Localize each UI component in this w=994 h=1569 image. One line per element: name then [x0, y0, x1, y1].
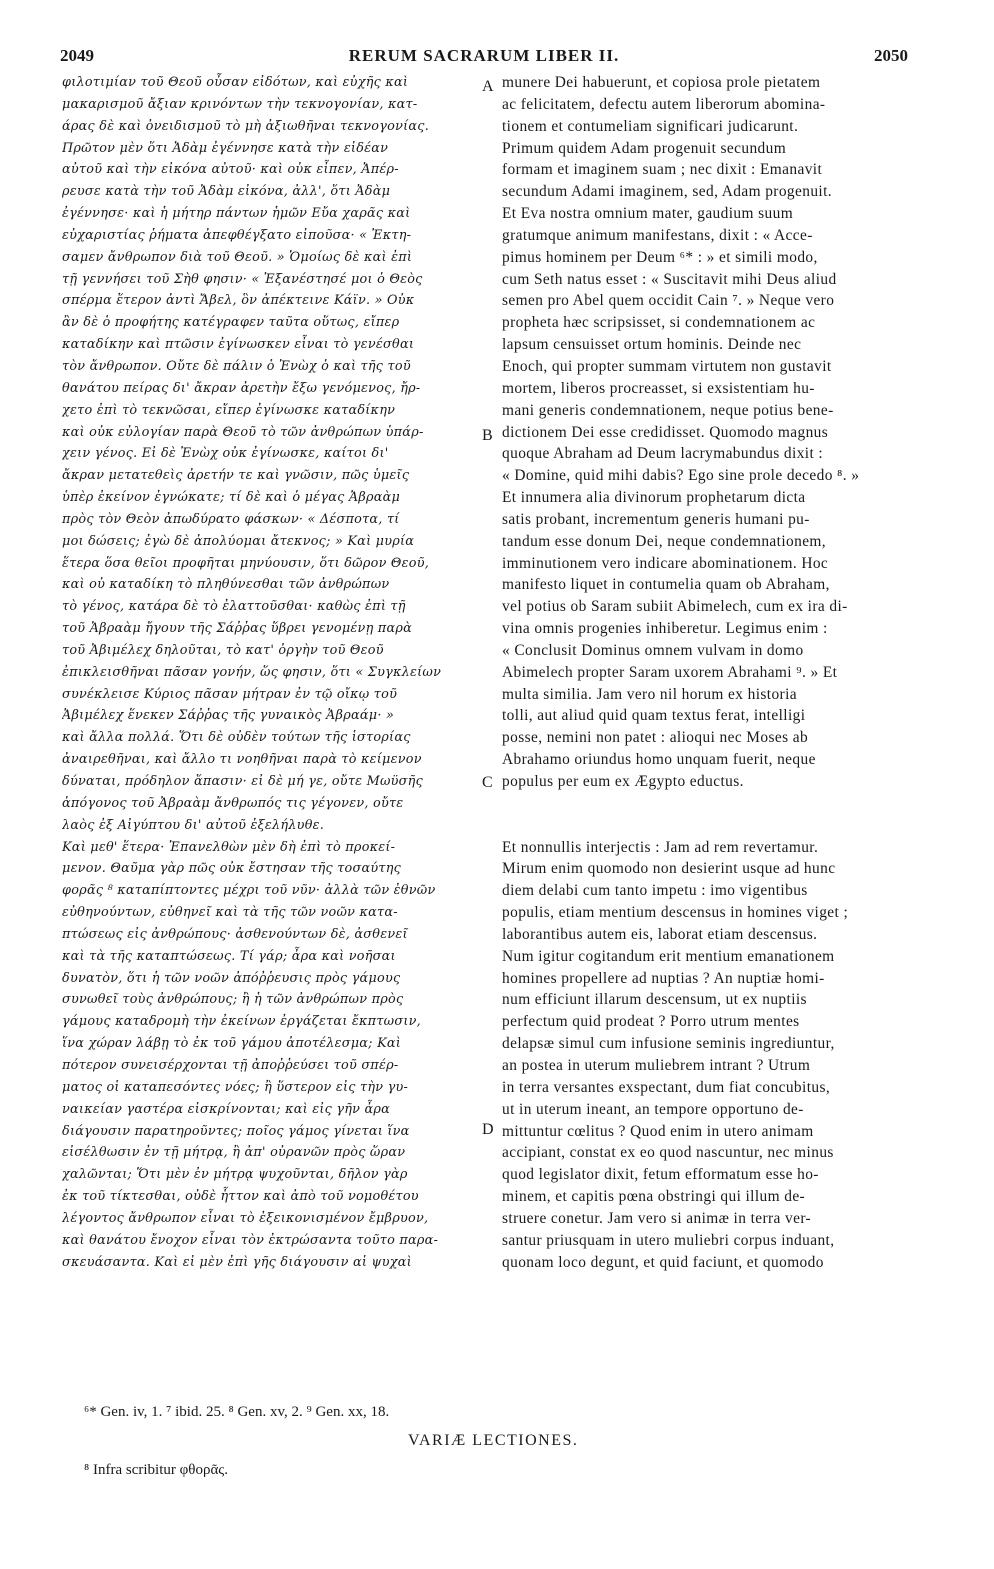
latin-text-line: populus per eum ex Ægypto eductus. [502, 773, 744, 790]
latin-text-line: quoque Abraham ad Deum lacrymabundus dixit : [502, 445, 824, 463]
latin-text-line: posse, nemini non patet : alioqui nec Moses ab [502, 729, 809, 747]
greek-text-line: καταδίκην καὶ πτῶσιν ἐγίνωσκεν εἶναι τὸ γενέσθαι [62, 337, 415, 353]
greek-text-line: ἀπόγονος τοῦ Ἀβραὰμ ἄνθρωπός τις γέγονεν, οὔτε [62, 795, 404, 811]
latin-text-line: populis, etiam mentium descensus in homines viget ; [502, 904, 849, 922]
greek-text-line: φορᾶς ⁸ καταπίπτοντες μέχρι τοῦ νῦν· ἀλλὰ τῶν ἐθνῶν [62, 883, 436, 899]
greek-text-line: εἰσέλθωσιν ἐν τῇ μήτρᾳ, ἢ ἀπ' οὐρανῶν πρὸς ὥραν [62, 1145, 406, 1161]
variae-lectiones-title: VARIÆ LECTIONES. [408, 1432, 579, 1449]
greek-text-line: χαλῶνται; Ὅτι μὲν ἐν μήτρᾳ ψυχοῦνται, δῆλον γὰρ [62, 1167, 408, 1183]
greek-text-line: μακαρισμοῦ ἄξιαν κρινόντων τὴν τεκνογονίαν, κατ- [62, 96, 418, 112]
greek-text-line: τὸ γένος, κατάρα δὲ τὸ ἐλαττοῦσθαι· καθὼς ἐπὶ τῇ [62, 599, 406, 615]
latin-text-line: tandum esse donum Dei, neque condemnationem, [502, 532, 827, 550]
greek-text-line: ἐγέννησε· καὶ ἡ μήτηρ πάντων ἡμῶν Εὔα χαρᾶς καὶ [62, 206, 411, 222]
latin-text-line [502, 793, 908, 815]
greek-text-line: ἐπικλεισθῆναι πᾶσαν γονήν, ὥς φησιν, ὅτι « Συγκλείων [62, 664, 442, 680]
greek-text-line: μενον. Θαῦμα γὰρ πῶς οὐκ ἔστησαν τῆς τοσαύτης [62, 861, 402, 877]
latin-text-line: propheta hæc scripsisset, si condemnationem ac [502, 314, 816, 332]
greek-text-line: ματος οἱ καταπεσόντες νόες; ἢ ὕστερον εἰς τὴν γυ- [62, 1079, 409, 1095]
latin-text-line: Enoch, qui propter summam virtutem non gustavit [502, 357, 832, 375]
latin-text-line: munere Dei habuerunt, et copiosa prole pietatem [502, 74, 821, 91]
greek-text-line: τῇ γεννήσει τοῦ Σὴθ φησιν· « Ἐξανέστησέ μοι ὁ Θεὸς [62, 271, 423, 287]
latin-text-line: multa similia. Jam vero nil horum ex historia [502, 685, 797, 703]
margin-marker-d: D [482, 1121, 494, 1138]
greek-text-line: καὶ θανάτου ἔνοχον εἶναι τὸν ἐκτρώσαντα τοῦτο παρα- [62, 1232, 439, 1248]
left-page-number: 2049 [60, 46, 94, 65]
greek-text-line: ἄκραν μετατεθεὶς ἀρετήν τε καὶ γνῶσιν, πῶς ὑμεῖς [62, 468, 410, 484]
footnote-references: ⁶* Gen. iv, 1. ⁷ ibid. 25. ⁸ Gen. xv, 2. ⁹ Gen. xx, 18. [84, 1404, 390, 1420]
latin-text-line: semen pro Abel quem occidit Cain ⁷. » Neque vero [502, 292, 835, 310]
greek-text-line: σπέρμα ἕτερον ἀντὶ Ἄβελ, ὃν ἀπέκτεινε Κάϊν. » Οὐκ [62, 293, 415, 309]
greek-text-line: ὑπὲρ ἐκείνον ἐγνώκατε; τί δὲ καὶ ὁ μέγας Ἀβραὰμ [62, 490, 401, 506]
greek-text-line: καὶ ἄλλα πολλά. Ὅτι δὲ οὐδὲν τούτων τῆς ἱστορίας [62, 730, 411, 746]
latin-text-line: formam et imaginem suam ; nec dixit : Emanavit [502, 161, 823, 179]
latin-text-line: an postea in uterum muliebrem intrant ? Utrum [502, 1056, 811, 1074]
greek-text-line: ἕτερα ὅσα θεῖοι προφῆται μηνύουσιν, ὅτι δῶρον Θεοῦ, [62, 555, 430, 571]
latin-text-line: tionem et contumeliam significari judicarunt. [502, 117, 799, 135]
greek-text-line: λαὸς ἐξ Αἰγύπτου δι' αὐτοῦ ἐξελήλυθε. [62, 817, 325, 833]
latin-text-line: mittuntur cœlitus ? Quod enim in utero animam [502, 1122, 814, 1140]
greek-text-line: μοι δώσεις; ἐγὼ δὲ ἀπολύομαι ἄτεκνος; » Καὶ μυρία [62, 533, 415, 549]
greek-text-line: εὐθηνούντων, εὐθηνεῖ καὶ τὰ τῆς τῶν νοῶν κατα- [62, 905, 398, 921]
greek-text-line: αὐτοῦ καὶ τὴν εἰκόνα αὐτοῦ· καὶ οὐκ εἶπεν, Ἀπέρ- [62, 162, 399, 178]
latin-text-line: Et nonnullis interjectis : Jam ad rem revertamur. [502, 838, 819, 856]
greek-text-line: τὸν ἄνθρωπον. Οὔτε δὲ πάλιν ὁ Ἐνὼχ ὁ καὶ τῆς τοῦ [62, 358, 411, 374]
greek-text-line: πότερον συνεισέρχονται τῇ ἀποῤῥεύσει τοῦ σπέρ- [62, 1057, 399, 1073]
latin-text-line: vel potius ob Saram subiit Abimelech, cum ex ira di- [502, 598, 848, 616]
latin-text-line: santur priusquam in utero muliebri corpus induant, [502, 1231, 835, 1249]
latin-text-line: delapsæ simul cum infusione seminis ingrediuntur, [502, 1035, 835, 1053]
latin-text-line: perfectum quid prodeat ? Porro utrum mentes [502, 1013, 800, 1031]
latin-text-line: manifesto liquet in contumelia quam ob Abraham, [502, 576, 830, 594]
latin-text-line: minem, et capitis pœna obstringi qui illum de- [502, 1188, 806, 1206]
latin-text-line: imminutionem vero indicare abominationem. Hoc [502, 554, 829, 572]
latin-text-line: Abimelech propter Saram uxorem Abrahami ⁹. » Et [502, 663, 838, 681]
greek-text-line: σκευάσαντα. Καὶ εἰ μὲν ἐπὶ γῆς διάγουσιν αἱ ψυχαὶ [62, 1254, 412, 1270]
greek-text-line: ἀναιρεθῆναι, καὶ ἄλλο τι νοηθῆναι παρὰ τὸ κείμενον [62, 752, 422, 768]
latin-text-line: pimus hominem per Deum ⁶* : » et simili modo, [502, 248, 818, 266]
greek-text-line: πτώσεως εἰς ἀνθρώπους· ἀσθενούντων δὲ, ἀσθενεῖ [62, 926, 408, 942]
greek-text-line: Ἀβιμέλεχ ἕνεκεν Σάῤῥας τῆς γυναικὸς Ἀβραάμ· » [62, 708, 395, 724]
latin-text-line: mortem, liberos procreasset, si exsistentiam hu- [502, 379, 815, 397]
latin-text-line: gratumque animum manifestans, dixit : « Acce- [502, 226, 813, 244]
greek-text-line: Πρῶτον μὲν ὅτι Ἀδὰμ ἐγέννησε κατὰ τὴν εἰδέαν [62, 140, 389, 156]
greek-text-line: γάμους καταδρομὴ τὴν ἐκείνων ἐργάζεται ἔκπτωσιν, [62, 1014, 421, 1030]
greek-text-line: δυνατὸν, ὅτι ἡ τῶν νοῶν ἀπόῤῥευσις πρὸς γάμους [62, 970, 401, 986]
greek-text-line: άρας δὲ καὶ ὀνειδισμοῦ τὸ μὴ ἀξιωθῆναι τεκνογονίας. [62, 118, 430, 134]
latin-text-line: « Domine, quid mihi dabis? Ego sine prole decedo ⁸. » [502, 467, 860, 485]
margin-marker-a: A [482, 78, 494, 95]
latin-text-line: « Conclusit Dominus omnem vulvam in domo [502, 641, 804, 659]
page-header [60, 46, 908, 70]
latin-text-line: struere conetur. Jam vero si animæ in terra ver- [502, 1209, 812, 1227]
latin-text-line: num efficiunt illarum descensum, ut ex nuptiis [502, 991, 807, 1009]
right-page-number: 2050 [874, 46, 908, 65]
variant-note: ⁸ Infra scribitur φθορᾶς. [84, 1462, 228, 1478]
greek-text-line: συνέκλεισε Κύριος πᾶσαν μήτραν ἐν τῷ οἴκῳ τοῦ [62, 686, 398, 702]
latin-text-line: secundum Adami imaginem, sed, Adam progenuit. [502, 183, 833, 201]
latin-text-line: Et innumera alia divinorum prophetarum dicta [502, 489, 806, 507]
latin-text-line: Num igitur cogitandum erit mentium emanationem [502, 947, 835, 965]
latin-text-line: Abrahamo oriundus homo unquam fuerit, neque [502, 751, 816, 769]
greek-text-line: ἐκ τοῦ τίκτεσθαι, οὐδὲ ἧττον καὶ ἀπὸ τοῦ νομοθέτου [62, 1189, 419, 1205]
greek-text-line: ρευσε κατὰ τὴν τοῦ Ἀδὰμ εἰκόνα, ἀλλ', ὅτι Ἀδὰμ [62, 184, 391, 200]
latin-text-line: dictionem Dei esse credidisset. Quomodo magnus [502, 423, 829, 441]
latin-text-line: vina omnis progenies inhiberetur. Legimus enim : [502, 620, 828, 638]
margin-marker-c: C [482, 774, 493, 791]
greek-text-line: λέγοντος ἄνθρωπον εἶναι τὸ ἐξεικονισμένον ἔμβρυον, [62, 1210, 429, 1226]
greek-text-line: διάγουσιν παρατηροῦντες; ποῖος γάμος γίνεται ἵνα [62, 1123, 410, 1139]
latin-text-line: tolli, aut aliud quid quam textus ferat, intelligi [502, 707, 806, 725]
greek-column [62, 72, 476, 1273]
latin-text-line: quonam loco degunt, et quid faciunt, et quomodo [502, 1253, 824, 1271]
latin-text-line: ut in uterum ineant, an tempore opportuno de- [502, 1100, 804, 1118]
latin-text-line: Primum quidem Adam progenuit secundum [502, 139, 787, 157]
greek-text-line: εὐχαριστίας ῥήματα ἀπεφθέγξατο εἰποῦσα· « Ἐκτη- [62, 227, 412, 243]
latin-text-line: accipiant, constat ex eo quod nascuntur, nec minus [502, 1144, 834, 1162]
greek-text-line: ἵνα χώραν λάβῃ τὸ ἐκ τοῦ γάμου ἀποτέλεσμα; Καὶ [62, 1036, 402, 1052]
greek-text-line: τοῦ Ἀβραὰμ ἤγουν τῆς Σάῤῥας ὕβρει γενομένῃ παρὰ [62, 621, 413, 637]
greek-text-line: ναικείαν γαστέρα εἰσκρίνονται; καὶ εἰς γῆν ἆρα [62, 1101, 391, 1117]
latin-text-line: diem delabi cum tanto impetu : imo vigentibus [502, 882, 808, 900]
greek-text-line: σαμεν ἄνθρωπον διὰ τοῦ Θεοῦ. » Ὁμοίως δὲ καὶ ἐπὶ [62, 249, 413, 265]
greek-text-line: δύναται, πρόδηλον ἅπασιν· εἰ δὲ μή γε, οὔτε Μωϋσῆς [62, 774, 423, 789]
latin-text-line: homines propellere ad nuptias ? An nuptiæ homi- [502, 969, 825, 987]
latin-text-line: in terra versantes exspectant, dum fiat concubitus, [502, 1078, 831, 1096]
running-title: RERUM SACRARUM LIBER II. [348, 46, 620, 65]
latin-text-line: mani generis condemnationem, neque potius bene- [502, 401, 834, 419]
greek-text-line: καὶ τὰ τῆς καταπτώσεως. Τί γάρ; ἆρα καὶ νοῆσαι [62, 948, 396, 964]
greek-text-line: πρὸς τὸν Θεὸν ἀπωδύρατο φάσκων· « Δέσποτα, τί [62, 511, 400, 527]
latin-column [502, 72, 908, 1273]
latin-text-line: quod legislator dixit, fetum efformatum esse ho- [502, 1166, 819, 1184]
latin-text-line: ac felicitatem, defectu autem liberorum abomina- [502, 95, 826, 113]
latin-text-line: cum Seth natus esset : « Suscitavit mihi Deus aliud [502, 270, 837, 288]
greek-text-line: τοῦ Ἀβιμέλεχ δηλοῦται, τὸ κατ' ὀργὴν τοῦ Θεοῦ [62, 642, 384, 658]
latin-text-line: Et Eva nostra omnium mater, gaudium suum [502, 205, 794, 223]
margin-marker-b: B [482, 427, 493, 444]
greek-text-line: χειν γένος. Εἰ δὲ Ἐνὼχ οὐκ ἐγίνωσκε, καίτοι δι' [62, 446, 389, 462]
latin-text-line: Mirum enim quomodo non desierint usque ad hunc [502, 860, 836, 878]
greek-text-line: χετο ἐπὶ τὸ τεκνῶσαι, εἴπερ ἐγίνωσκε καταδίκην [62, 402, 396, 418]
greek-text-line: θανάτου πείρας δι' ἄκραν ἀρετὴν ἔξω γενόμενος, ἤρ- [62, 380, 421, 396]
greek-text-line: ἂν δὲ ὁ προφήτης κατέγραφεν ταῦτα οὕτως, εἴπερ [62, 315, 400, 331]
greek-text-line: συνωθεῖ τοὺς ἀνθρώπους; ἢ ἡ τῶν ἀνθρώπων πρὸς [62, 992, 404, 1008]
greek-text-line: Καὶ μεθ' ἕτερα· Ἐπανελθὼν μὲν δὴ ἐπὶ τὸ προκεί- [62, 839, 396, 855]
greek-text-line: καὶ οὐ καταδίκη τὸ πληθύνεσθαι τῶν ἀνθρώπων [62, 577, 390, 593]
latin-text-line: laborantibus autem eis, laborat etiam descensus. [502, 925, 818, 943]
latin-text-line [502, 815, 908, 837]
latin-text-line: satis probant, incrementum generis humani pu- [502, 510, 810, 528]
latin-text-line: lapsum censuisset ortum hominis. Deinde nec [502, 336, 802, 354]
greek-text-line: φιλοτιμίαν τοῦ Θεοῦ οὖσαν εἰδότων, καὶ εὐχῆς καὶ [62, 75, 409, 90]
greek-text-line: καὶ οὐκ εὐλογίαν παρὰ Θεοῦ τὸ τῶν ἀνθρώπων ὑπάρ- [62, 424, 424, 440]
